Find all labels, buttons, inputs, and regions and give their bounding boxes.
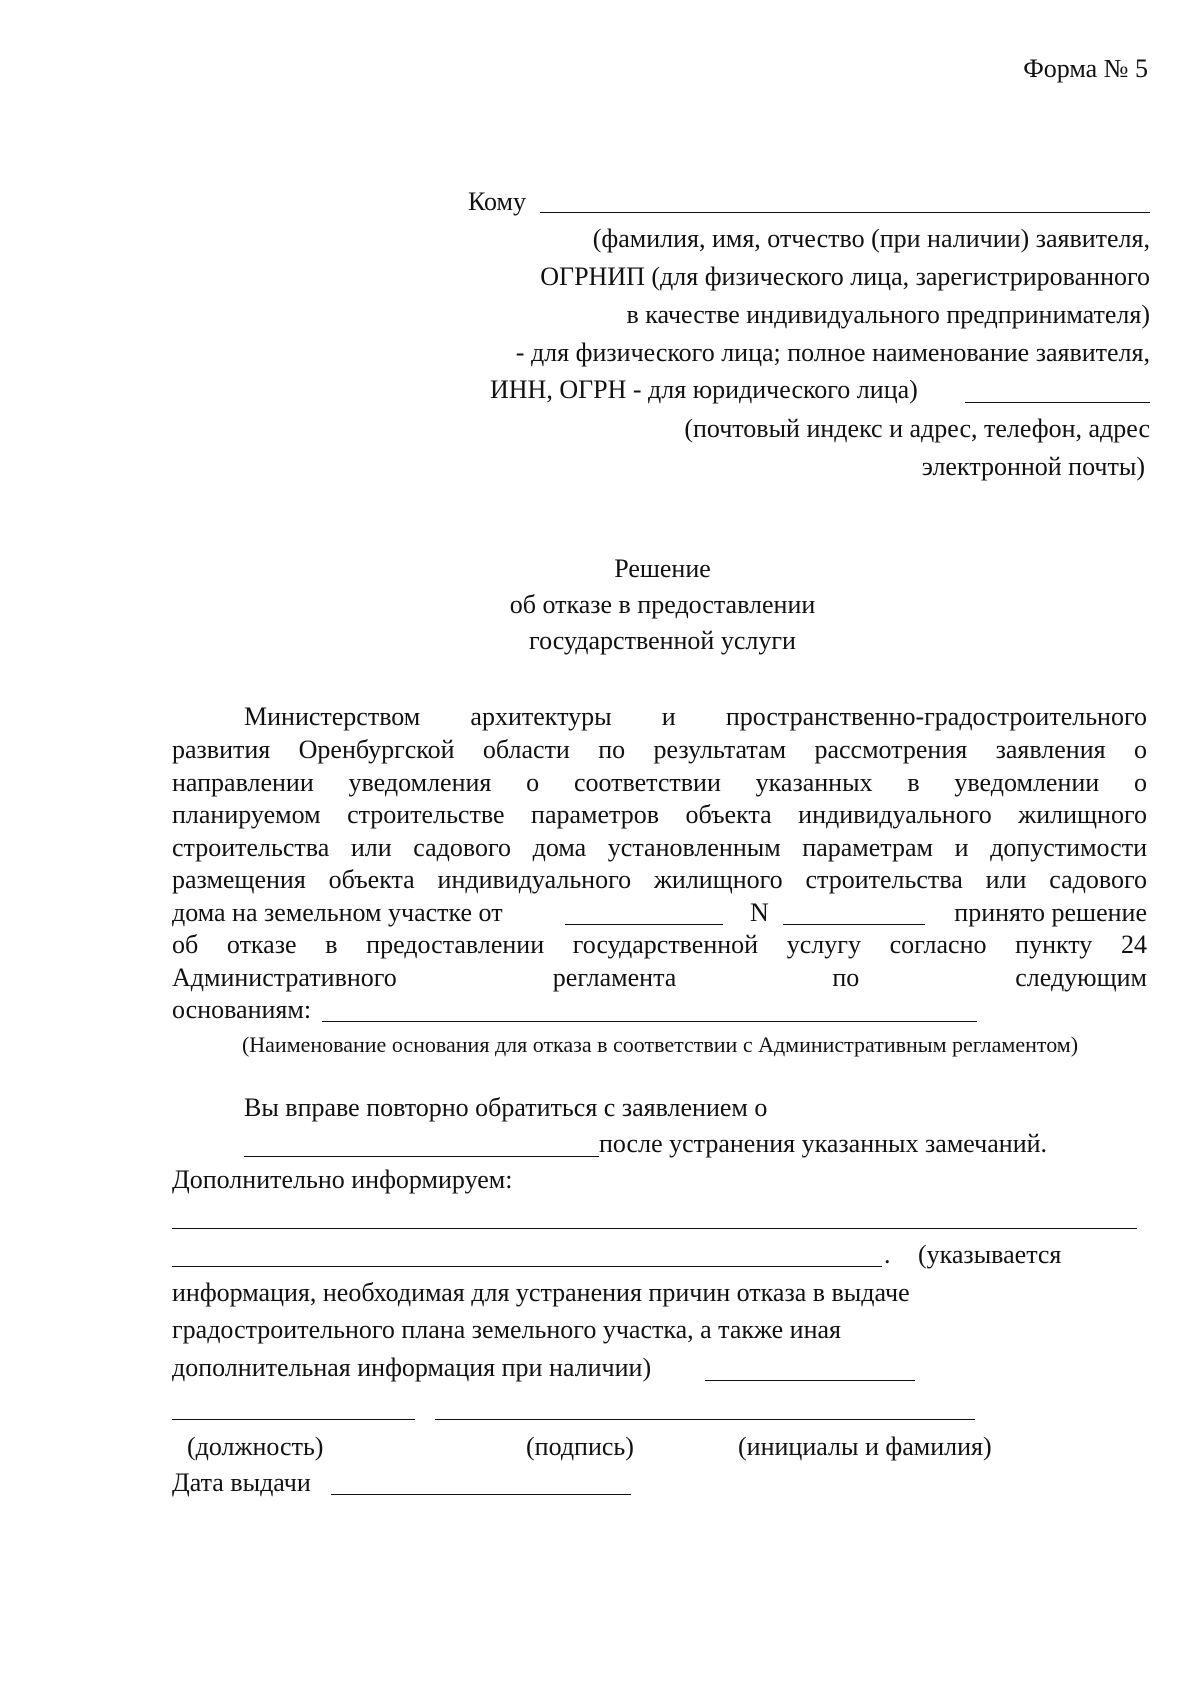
basis-field[interactable] xyxy=(322,1021,977,1022)
recipient-address-fill-line[interactable] xyxy=(965,402,1150,403)
body-line-3: направлении уведомления о соответствии указанных в уведомлении о xyxy=(172,768,1147,797)
reapply-line-1: Вы вправе повторно обратиться с заявлением о xyxy=(244,1093,768,1122)
recipient-note-line-7: электронной почты) xyxy=(921,452,1145,481)
recipient-note-line-3: в качестве индивидуального предпринимателя) xyxy=(626,300,1150,329)
recipient-note-line-1: (фамилия, имя, отчество (при наличии) заявителя, xyxy=(592,224,1150,253)
title-line-2: об отказе в предоставлении xyxy=(509,590,816,619)
signature-name-label: (инициалы и фамилия) xyxy=(738,1432,992,1461)
additional-note-line-2: градостроительного плана земельного участка, а также иная xyxy=(172,1315,842,1344)
position-field[interactable] xyxy=(172,1419,415,1420)
form-number: Форма № 5 xyxy=(1023,54,1148,83)
signature-sign-label: (подпись) xyxy=(526,1432,634,1461)
recipient-note-line-5: ИНН, ОГРН - для юридического лица) xyxy=(490,375,918,404)
body-line-2: развития Оренбургской области по результатам рассмотрения заявления о xyxy=(172,735,1147,764)
additional-field-line-2[interactable] xyxy=(172,1266,882,1267)
additional-note-field[interactable] xyxy=(705,1380,915,1381)
recipient-to-label: Кому xyxy=(468,187,527,216)
additional-label: Дополнительно информируем: xyxy=(172,1165,513,1194)
body-line-5: строительства или садового дома установленным параметрам и допустимости xyxy=(172,833,1147,862)
reapply-line-2-end: после устранения указанных замечаний. xyxy=(599,1129,1048,1158)
issue-date-label: Дата выдачи xyxy=(172,1468,311,1497)
body-line-10: основаниям: xyxy=(172,995,312,1024)
issue-date-field[interactable] xyxy=(331,1494,631,1495)
title-line-3: государственной услуги xyxy=(529,626,796,655)
body-line-9-word-1: Административного xyxy=(172,963,397,992)
recipient-fill-line[interactable] xyxy=(540,212,1150,213)
body-line-9-word-3: по xyxy=(832,963,860,992)
reapply-field[interactable] xyxy=(244,1156,599,1157)
signature-name-field[interactable] xyxy=(435,1419,975,1420)
body-line-7-number-label: N xyxy=(750,898,769,927)
recipient-note-line-4: - для физического лица; полное наименование заявителя, xyxy=(515,338,1150,367)
body-line-7-end: принято решение xyxy=(954,898,1147,927)
body-line-1: Министерством архитектуры и пространственно-градостроительного xyxy=(244,702,1147,731)
decision-number-field[interactable] xyxy=(783,924,925,925)
body-line-9-word-4: следующим xyxy=(1015,963,1147,992)
decision-date-field[interactable] xyxy=(565,924,723,925)
body-line-7-start: дома на земельном участке от xyxy=(172,898,503,927)
additional-field-line-1[interactable] xyxy=(172,1228,1137,1229)
recipient-note-line-6: (почтовый индекс и адрес, телефон, адрес xyxy=(684,414,1150,443)
additional-note-line-1: информация, необходимая для устранения причин отказа в выдаче xyxy=(172,1278,910,1307)
body-line-8: об отказе в предоставлении государственной услугу согласно пункту 24 xyxy=(172,930,1147,959)
body-line-4: планируемом строительстве параметров объекта индивидуального жилищного xyxy=(172,800,1147,829)
body-line-9-word-2: регламента xyxy=(552,963,677,992)
recipient-note-line-2: ОГРНИП (для физического лица, зарегистрированного xyxy=(540,262,1150,291)
body-line-6: размещения объекта индивидуального жилищного строительства или садового xyxy=(172,865,1147,894)
title-line-1: Решение xyxy=(614,554,711,583)
basis-note: (Наименование основания для отказа в соответствии с Административным регламентом) xyxy=(241,1032,1079,1057)
additional-dot: . xyxy=(884,1240,891,1269)
body-line-9 xyxy=(172,961,1147,994)
signature-position-label: (должность) xyxy=(187,1432,324,1461)
additional-note-line-3: дополнительная информация при наличии) xyxy=(172,1353,652,1382)
additional-note-start: (указывается xyxy=(918,1240,1062,1269)
